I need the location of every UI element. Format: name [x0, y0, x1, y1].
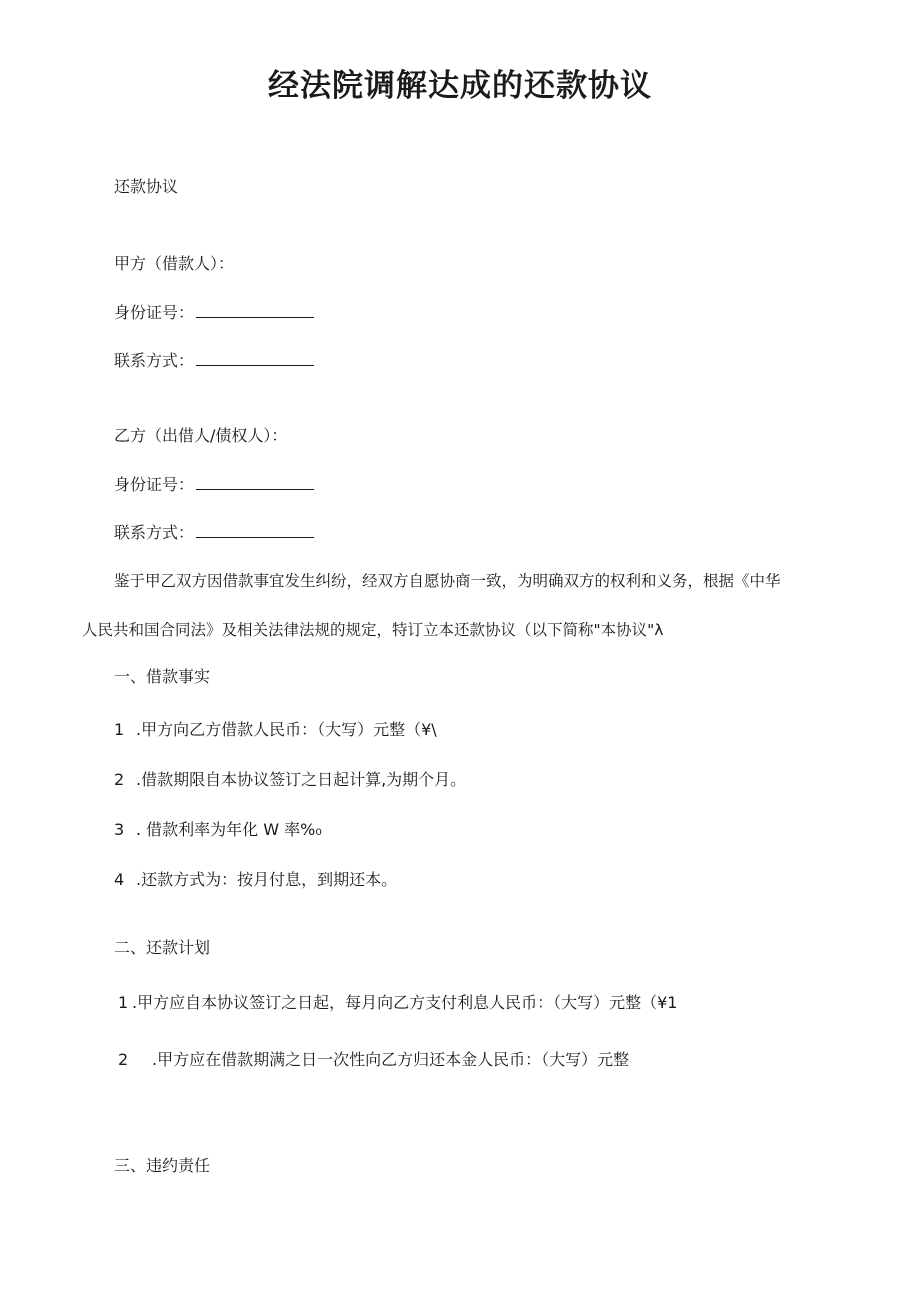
item-number: 3	[114, 820, 125, 839]
item-number: 1	[118, 993, 129, 1012]
item-text: .还款方式为：按月付息，到期还本。	[136, 870, 398, 889]
section-1-heading: 一、借款事实	[114, 667, 211, 686]
party-a-id-blank	[196, 301, 314, 318]
party-a-id-row	[114, 301, 314, 324]
party-a-contact-blank	[196, 349, 314, 366]
party-b-contact-row	[114, 521, 314, 544]
preamble-line-1: 鉴于甲乙双方因借款事宜发生纠纷，经双方自愿协商一致，为明确双方的权利和义务，根据《中华	[114, 572, 781, 590]
section-1-item-2	[114, 769, 466, 791]
item-number: 2	[118, 1050, 129, 1069]
item-text: .甲方应在借款期满之日一次性向乙方归还本金人民币：（大写）元整	[152, 1050, 630, 1069]
party-a-heading: 甲方（借款人）：	[114, 254, 235, 273]
item-number: 4	[114, 870, 125, 889]
section-1-item-4	[114, 869, 397, 891]
party-a-id-label: 身份证号：	[114, 303, 195, 322]
party-a-contact-row	[114, 349, 314, 372]
section-2-item-2	[118, 1049, 629, 1071]
party-a-contact-label: 联系方式：	[114, 351, 195, 370]
party-b-contact-label: 联系方式：	[114, 523, 195, 542]
item-text: .借款期限自本协议签订之日起计算,为期个月。	[136, 770, 467, 789]
section-1-item-1	[114, 719, 437, 741]
party-b-id-blank	[196, 473, 314, 490]
document-title: 经法院调解达成的还款协议	[268, 68, 652, 104]
item-number: 2	[114, 770, 125, 789]
item-text: .甲方向乙方借款人民币：（大写）元整（¥\	[136, 720, 437, 739]
subtitle: 还款协议	[114, 177, 179, 196]
section-1-item-3	[114, 819, 322, 841]
party-b-id-row	[114, 473, 314, 496]
party-b-heading: 乙方（出借人/债权人）：	[114, 426, 288, 445]
item-number: 1	[114, 720, 125, 739]
section-3-heading: 三、违约责任	[114, 1156, 211, 1175]
item-text: .甲方应自本协议签订之日起，每月向乙方支付利息人民币：（大写）元整（¥1	[132, 993, 678, 1012]
section-2-item-1	[118, 992, 677, 1014]
party-b-id-label: 身份证号：	[114, 475, 195, 494]
party-b-contact-blank	[196, 521, 314, 538]
preamble-line-2: 人民共和国合同法》及相关法律法规的规定，特订立本还款协议（以下简称"本协议"λ	[82, 621, 664, 639]
item-text: . 借款利率为年化 W 率%₀	[136, 820, 322, 839]
section-2-heading: 二、还款计划	[114, 938, 211, 957]
